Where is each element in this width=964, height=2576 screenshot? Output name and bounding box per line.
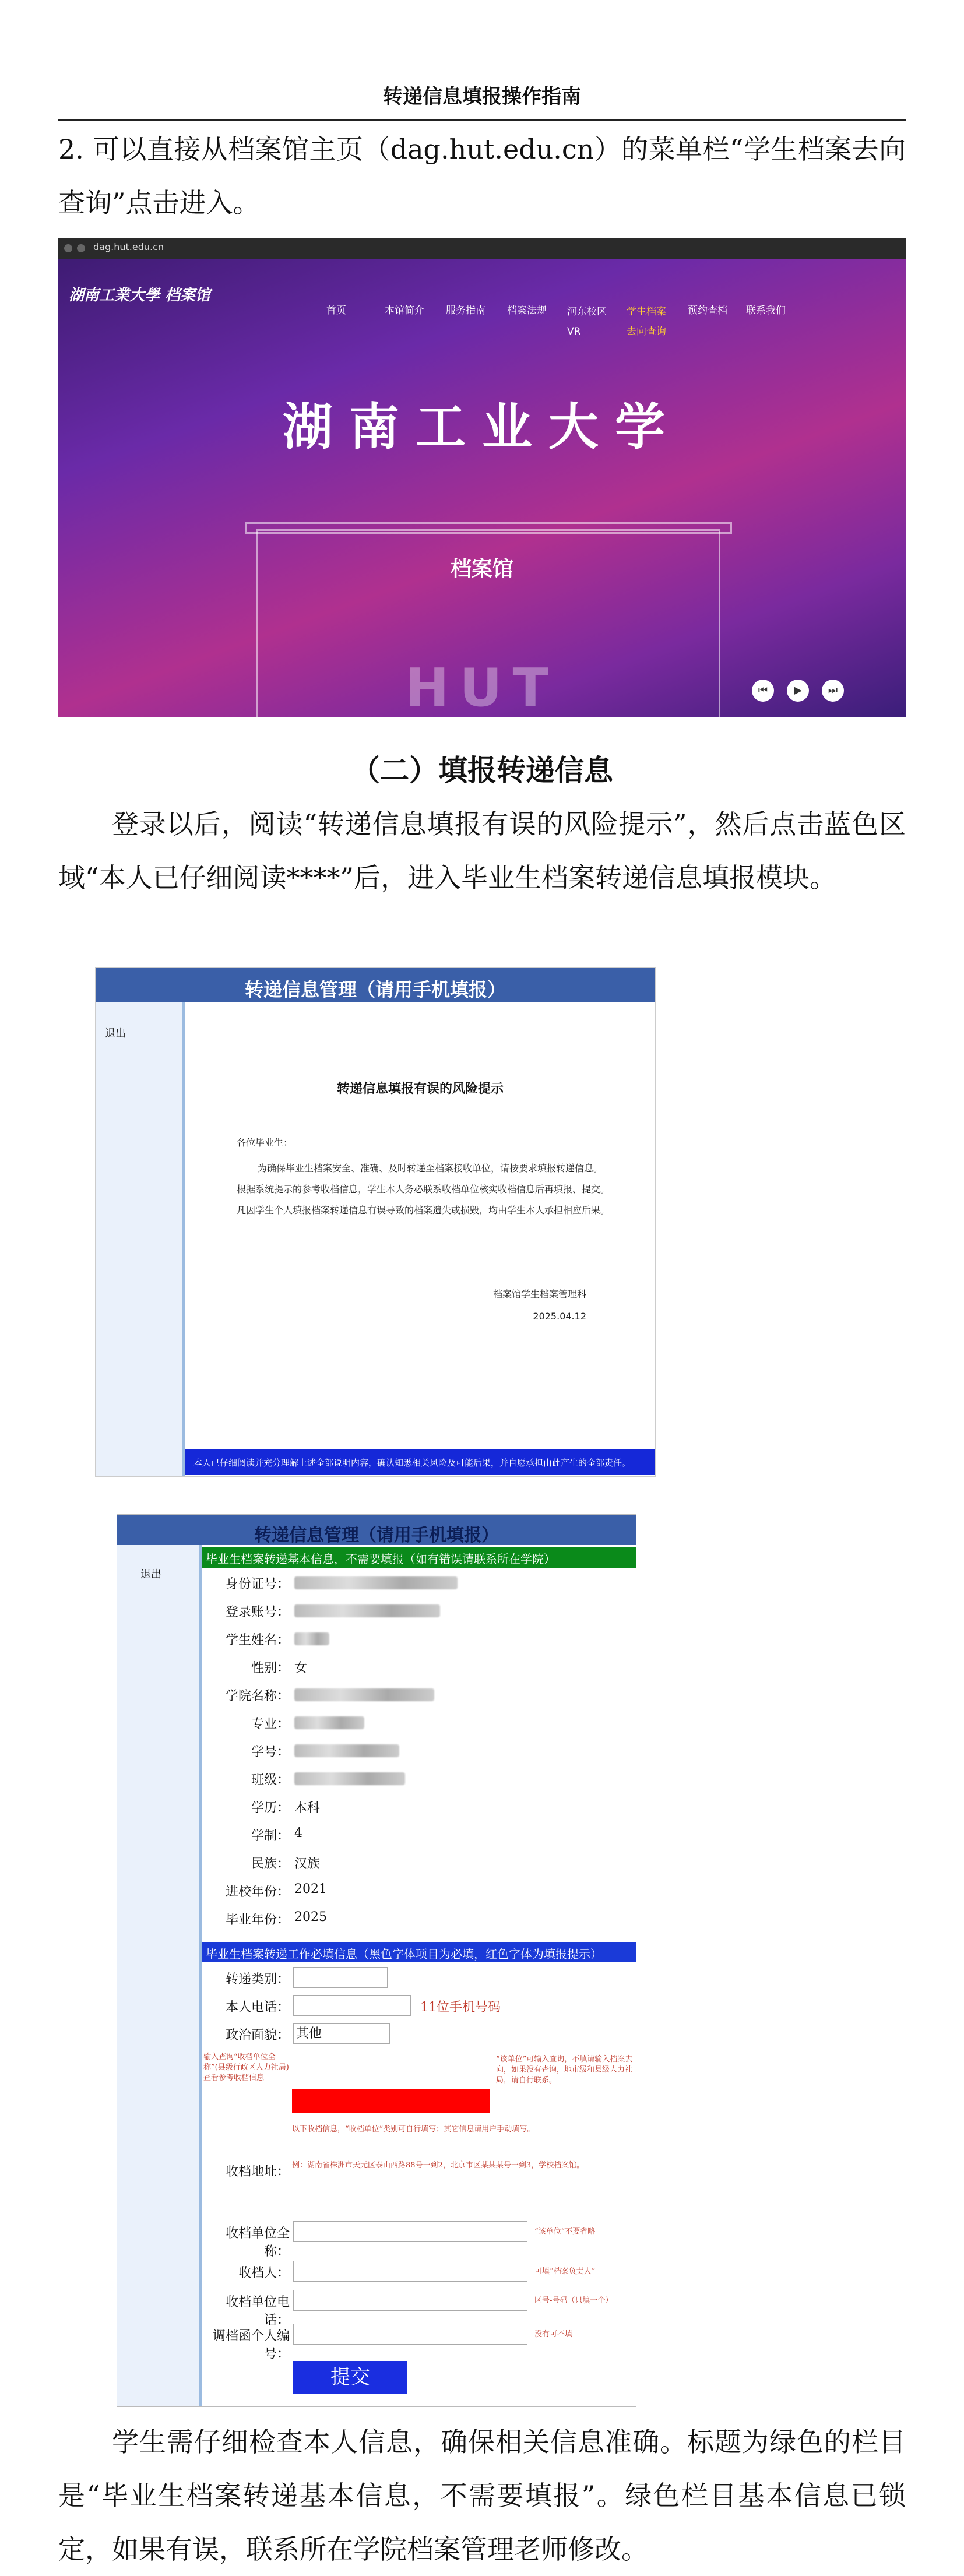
paragraph-login-instructions: 登录以后，阅读“转递信息填报有误的风险提示”，然后点击蓝色区域“本人已仔细阅读****”后，进入毕业生档案转递信息填报模块。: [58, 808, 906, 893]
major-label: 专业：: [251, 1717, 290, 1732]
notice-signature: 档案馆学生档案管理科: [492, 1289, 586, 1300]
sidebar: [96, 1002, 185, 1476]
education-label: 学历：: [251, 1801, 290, 1815]
id-number-label: 身份证号：: [225, 1577, 290, 1592]
greeting: 各位毕业生：: [237, 1137, 293, 1148]
site-logo: 湖南工業大學 档案馆: [69, 287, 211, 304]
enroll-year-value: 2021: [294, 1882, 327, 1896]
nav-item-about: 本馆简介: [385, 305, 424, 316]
unit-query-note: 输入查询“收档单位全称”(县级行政区人力社局)查看参考收档信息: [203, 2053, 289, 2082]
confirm-read-text: 本人已仔细阅读并充分理解上述全部说明内容，确认知悉相关风险及可能后果，并自愿承担由此产生的全部责任。: [193, 1458, 631, 1468]
risk-notice-screenshot: [95, 967, 656, 1477]
submit-button: 提交: [293, 2361, 407, 2394]
login-account-label: 登录账号：: [225, 1605, 290, 1620]
redacted-value: [294, 1632, 329, 1645]
redacted-value: [294, 1716, 364, 1729]
dispatch-number-input: [293, 2324, 527, 2345]
ethnicity-value: 汉族: [294, 1857, 321, 1871]
address-label: 收档地址：: [225, 2165, 290, 2179]
next-icon: ⏭: [822, 680, 844, 702]
receiver-phone-label: 收档单位电话：: [225, 2295, 290, 2328]
student-name-label: 学生姓名：: [225, 1633, 290, 1648]
risk-notice-title: 转递信息填报有误的风险提示: [336, 1082, 504, 1096]
unit-hint: “该单位”可输入查询，不填请输入档案去向，如果没有查询，地市级和县级人力社局，请自行联系。: [496, 2055, 633, 2085]
college-label: 学院名称：: [225, 1689, 290, 1704]
nav-item-vr: 河东校区VR: [567, 306, 607, 337]
phone-hint: 11位手机号码: [420, 2000, 501, 2015]
system-title: 转递信息管理（请用手机填报）: [254, 1525, 499, 1546]
building-name: 档案馆: [450, 557, 513, 581]
unit-fullname-label: 收档单位全称：: [225, 2226, 290, 2259]
phone-input: [293, 1995, 411, 2016]
unit-fullname-hint: “该单位”不要省略: [534, 2227, 596, 2236]
redacted-value: [294, 1604, 440, 1617]
graduation-year-label: 毕业年份：: [225, 1913, 290, 1927]
redacted-value: [294, 1576, 458, 1589]
system-title-bar: [96, 968, 655, 1002]
basic-info-bar: [202, 1547, 636, 1568]
transfer-type-label: 转递类别：: [225, 1972, 290, 1987]
url-text: dag.hut.edu.cn: [93, 241, 164, 252]
gender-label: 性别：: [251, 1661, 290, 1676]
document-header: 转递信息填报操作指南: [383, 85, 581, 108]
redacted-value: [294, 1688, 434, 1701]
receiver-phone-hint: 区号-号码（只填一个）: [534, 2296, 613, 2305]
receiver-hint: 可填“档案负责人”: [534, 2267, 596, 2276]
transfer-type-select: [293, 1967, 388, 1988]
receiver-label: 收档人：: [238, 2266, 290, 2281]
archives-website-screenshot: [58, 238, 906, 717]
education-value: 本科: [294, 1801, 321, 1815]
student-id-label: 学号：: [251, 1745, 290, 1759]
receiver-phone-input: [293, 2290, 527, 2311]
political-status-label: 政治面貌：: [225, 2028, 290, 2043]
gender-value: 女: [294, 1661, 308, 1676]
prev-icon: ⏮: [752, 680, 774, 702]
system-title-bar: [117, 1515, 636, 1545]
basic-info-title: 毕业生档案转递基本信息，不需要填报（如有错误请联系所在学院）: [206, 1552, 555, 1566]
required-info-bar: [202, 1942, 636, 1962]
transfer-form-screenshot: [117, 1514, 636, 2407]
play-icon: ▶: [787, 680, 809, 702]
receiver-input: [293, 2261, 527, 2282]
duration-value: 4: [294, 1826, 302, 1840]
nav-item-guide: 服务指南: [446, 305, 485, 316]
paragraph-access-instructions: 2. 可以直接从档案馆主页（dag.hut.edu.cn）的菜单栏“学生档案去向查询”点击进入。: [58, 133, 906, 219]
system-title: 转递信息管理（请用手机填报）: [244, 979, 506, 1001]
section-title: （二）填报转递信息: [351, 754, 613, 787]
exit-link: 退出: [140, 1568, 161, 1581]
reload-icon: [77, 244, 85, 252]
redacted-value: [294, 1744, 399, 1757]
class-label: 班级：: [251, 1773, 290, 1787]
paragraph-check-info: 学生需仔细检查本人信息，确保相关信息准确。标题为绿色的栏目是“毕业生档案转递基本信息，不需要填报”。绿色栏目基本信息已锁定，如果有误，联系所在学院档案管理老师修改。: [58, 2426, 906, 2565]
nav-item-booking: 预约查档: [688, 305, 727, 316]
enroll-year-label: 进校年份：: [225, 1885, 290, 1899]
nav-item-contact: 联系我们: [746, 305, 786, 316]
dispatch-number-label: 调档函个人编号：: [212, 2329, 290, 2362]
nav-item-laws: 档案法规: [507, 305, 547, 316]
risk-notice-body: 为确保毕业生档案安全、准确、及时转递至档案接收单位，请按要求填报转递信息。根据系统提示的参考收档信息，学生本人务必联系收档单位核实收档信息后再填报、提交。凡因学生个人填报档案转递信息有误导致的档案遗失或损毁，均由学生本人承担相应后果。: [237, 1163, 610, 1216]
unit-query-input-highlight: [292, 2089, 490, 2113]
header-divider: [58, 119, 906, 121]
nav-item-student-archive-query: 学生档案去向查询: [627, 306, 666, 337]
university-title: 湖南工业大学: [283, 398, 681, 456]
duration-label: 学制：: [251, 1829, 290, 1843]
notice-date: 2025.04.12: [533, 1311, 586, 1322]
address-note: 例：湖南省株洲市天元区泰山西路88号一到2，北京市区某某某号一到3，学校档案馆。: [292, 2161, 585, 2170]
sidebar: [117, 1545, 202, 2406]
phone-label: 本人电话：: [225, 2000, 290, 2015]
back-icon: [64, 244, 72, 252]
required-info-title: 毕业生档案转递工作必填信息（黑色字体项目为必填，红色字体为填报提示）: [206, 1947, 602, 1961]
unit-note: 以下收档信息，“收档单位”类别可自行填写；其它信息请用户手动填写。: [292, 2125, 535, 2134]
redacted-value: [294, 1772, 405, 1785]
ethnicity-label: 民族：: [251, 1857, 290, 1871]
unit-fullname-input: [293, 2221, 527, 2242]
confirm-read-bar: [185, 1449, 655, 1475]
graduation-year-value: 2025: [294, 1910, 327, 1924]
exit-link: 退出: [105, 1027, 126, 1040]
nav-item-home: 首页: [326, 305, 346, 316]
browser-address-bar: [58, 238, 906, 259]
political-status-select: 其他: [293, 2023, 390, 2044]
hut-watermark: HUT: [405, 657, 559, 717]
dispatch-number-hint: 没有可不填: [534, 2330, 573, 2339]
